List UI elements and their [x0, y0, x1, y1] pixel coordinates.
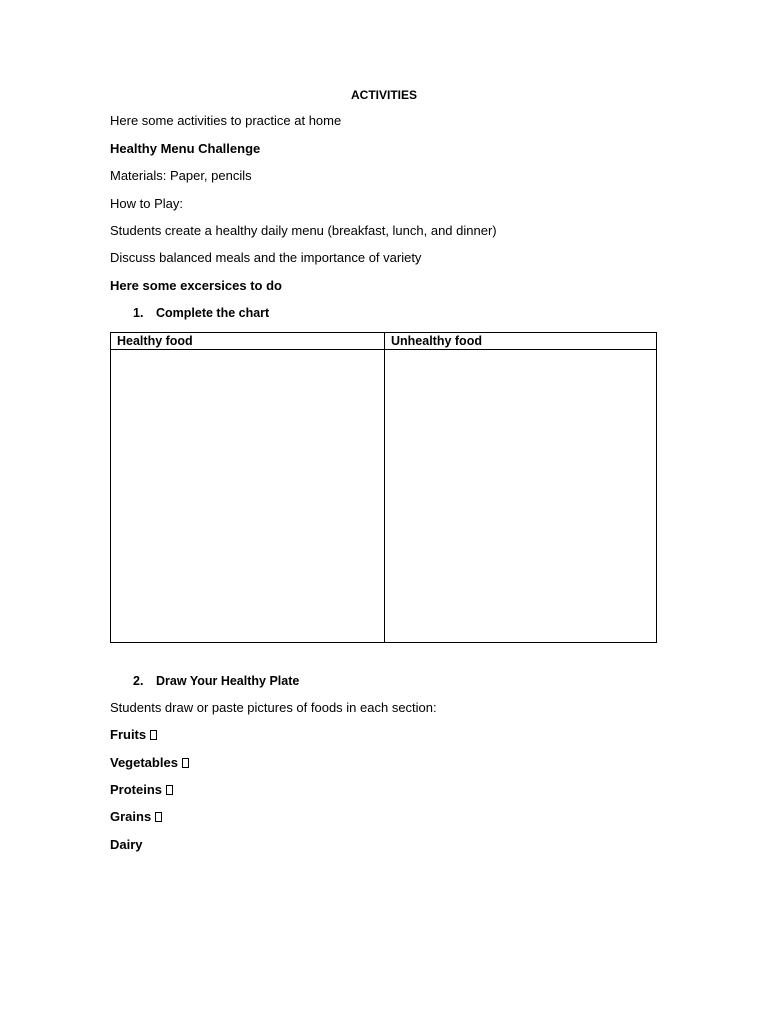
missing-glyph-icon [166, 785, 173, 795]
missing-glyph-icon [155, 812, 162, 822]
plate-instruction: Students draw or paste pictures of foods in each section: [110, 700, 437, 715]
instruction-1: Students create a healthy daily menu (breakfast, lunch, and dinner) [110, 223, 497, 238]
section-heading: Healthy Menu Challenge [110, 141, 261, 156]
category-label: Proteins [110, 782, 163, 797]
page-title: ACTIVITIES [350, 88, 417, 102]
category-label: Fruits [110, 727, 147, 742]
food-chart-table [110, 332, 657, 643]
category-label: Dairy [110, 837, 143, 852]
cell-unhealthy-food[interactable] [385, 350, 656, 642]
exercises-heading: Here some excersices to do [110, 278, 282, 293]
header-healthy-food: Healthy food [117, 334, 193, 348]
category-label: Grains [110, 809, 152, 824]
category-vegetables [110, 755, 189, 771]
category-fruits [110, 727, 157, 743]
materials-text: Materials: Paper, pencils [110, 168, 252, 183]
exercise-1-number: 1. [133, 306, 144, 320]
exercise-2-label: Draw Your Healthy Plate [156, 674, 300, 688]
intro-text: Here some activities to practice at home [110, 113, 342, 128]
exercise-2-number: 2. [133, 674, 144, 688]
cell-healthy-food[interactable] [111, 350, 384, 642]
missing-glyph-icon [182, 758, 189, 768]
category-grains [110, 809, 162, 825]
missing-glyph-icon [150, 730, 157, 740]
instruction-2: Discuss balanced meals and the importance of variety [110, 250, 422, 265]
header-unhealthy-food: Unhealthy food [391, 334, 482, 348]
how-to-play-text: How to Play: [110, 196, 183, 211]
exercise-1-label: Complete the chart [156, 306, 270, 320]
category-dairy [110, 837, 143, 853]
category-proteins [110, 782, 173, 798]
category-label: Vegetables [110, 755, 178, 770]
